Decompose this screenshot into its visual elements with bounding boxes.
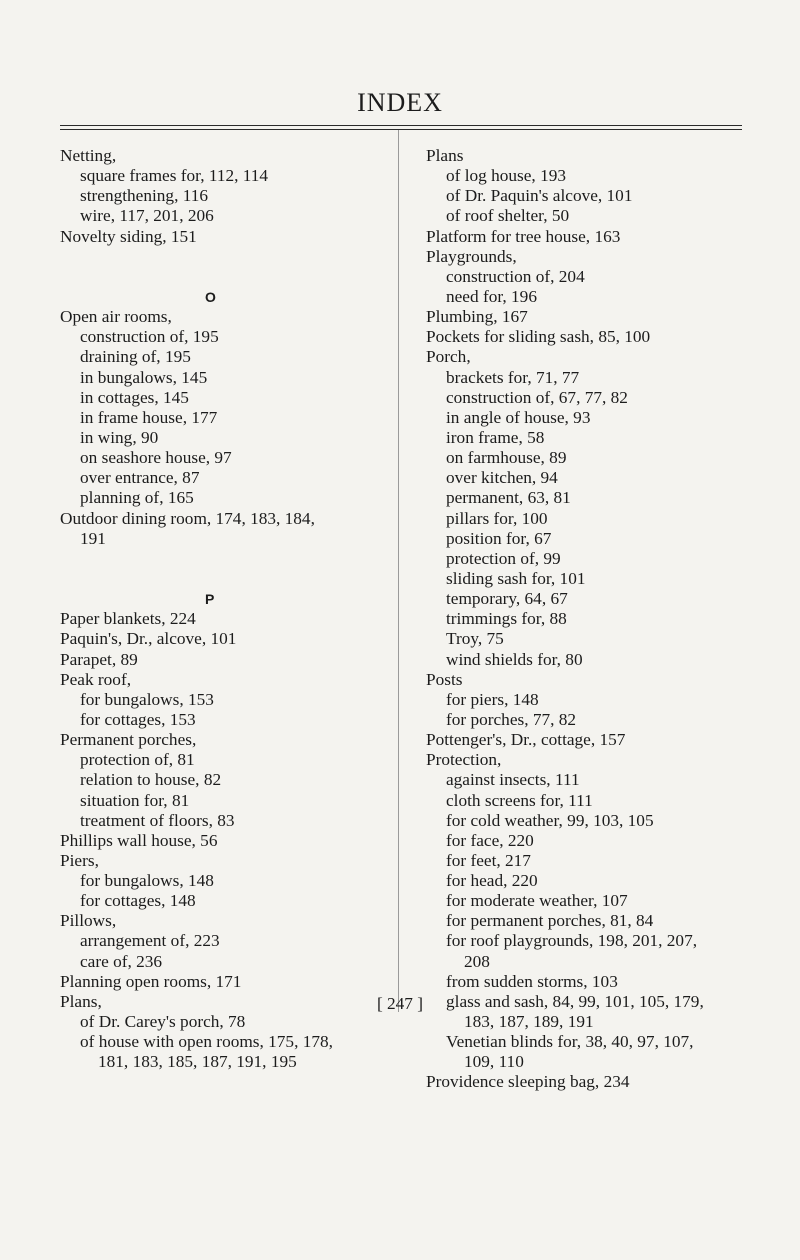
index-subentry: of Dr. Paquin's alcove, 101 [446, 186, 633, 206]
index-subentry: on farmhouse, 89 [446, 448, 567, 468]
index-entry: Pockets for sliding sash, 85, 100 [426, 327, 651, 347]
index-subentry: from sudden storms, 103 [446, 971, 618, 991]
index-subentry: need for, 196 [446, 286, 537, 306]
spacer [60, 267, 396, 287]
index-subentry: of log house, 193 [446, 166, 566, 186]
index-subentry: protection of, 81 [80, 750, 195, 770]
index-entry: Paper blankets, 224 [60, 609, 196, 629]
index-subentry: for piers, 148 [446, 689, 539, 709]
index-subentry: 183, 187, 189, 191 [464, 1012, 594, 1032]
index-subentry: of Dr. Carey's porch, 78 [80, 1012, 246, 1032]
index-entry: Plans, [60, 991, 102, 1011]
index-entry: Open air rooms, [60, 307, 172, 327]
index-entry: Providence sleeping bag, 234 [426, 1072, 630, 1092]
index-entry: Phillips wall house, 56 [60, 830, 218, 850]
index-subentry: planning of, 165 [80, 488, 194, 508]
index-entry: Peak roof, [60, 669, 132, 689]
index-subentry: trimmings for, 88 [446, 609, 567, 629]
index-subentry: for bungalows, 153 [80, 689, 214, 709]
index-subentry: protection of, 99 [446, 548, 561, 568]
index-entry: Parapet, 89 [60, 649, 138, 669]
page-title: INDEX [357, 88, 443, 117]
index-subentry: wind shields for, 80 [446, 649, 583, 669]
index-subentry: for bungalows, 148 [80, 871, 214, 891]
index-entry: Piers, [60, 850, 99, 870]
column-divider [398, 130, 399, 1012]
spacer [60, 569, 396, 589]
index-entry: Paquin's, Dr., alcove, 101 [60, 629, 237, 649]
index-subentry: 181, 183, 185, 187, 191, 195 [98, 1052, 297, 1072]
index-subentry: for roof playgrounds, 198, 201, 207, [446, 931, 698, 951]
index-subentry: over kitchen, 94 [446, 468, 558, 488]
index-entry: Playgrounds, [426, 246, 517, 266]
index-subentry: for feet, 217 [446, 850, 531, 870]
index-entry: Plans [426, 146, 464, 165]
spacer [60, 549, 396, 569]
index-subentry: 109, 110 [464, 1052, 524, 1072]
index-entry: Netting, [60, 146, 117, 165]
index-subentry: iron frame, 58 [446, 427, 545, 447]
section-letter: P [205, 591, 215, 608]
index-subentry: of roof shelter, 50 [446, 206, 570, 226]
index-subentry: construction of, 204 [446, 266, 585, 286]
index-subentry: temporary, 64, 67 [446, 589, 568, 609]
index-subentry: permanent, 63, 81 [446, 488, 571, 508]
index-entry: Planning open rooms, 171 [60, 971, 242, 991]
index-subentry: for face, 220 [446, 830, 534, 850]
index-subentry: construction of, 195 [80, 327, 219, 347]
index-subentry: situation for, 81 [80, 790, 190, 810]
index-subentry: brackets for, 71, 77 [446, 367, 580, 387]
index-subentry: for head, 220 [446, 871, 538, 891]
index-subentry: for cottages, 153 [80, 709, 196, 729]
index-entry: Plumbing, 167 [426, 307, 528, 327]
index-subentry: on seashore house, 97 [80, 448, 232, 468]
index-entry: Pottenger's, Dr., cottage, 157 [426, 730, 626, 750]
index-subentry: glass and sash, 84, 99, 101, 105, 179, [446, 991, 704, 1011]
index-subentry: in wing, 90 [80, 427, 159, 447]
index-subentry: 191 [80, 528, 106, 548]
index-entry: Posts [426, 669, 463, 689]
index-subentry: draining of, 195 [80, 347, 191, 367]
header-rule-bottom [60, 129, 742, 130]
index-entry: Porch, [426, 347, 471, 367]
index-subentry: wire, 117, 201, 206 [80, 206, 214, 226]
header-rule-top [60, 125, 742, 126]
index-subentry: arrangement of, 223 [80, 931, 220, 951]
index-subentry: treatment of floors, 83 [80, 810, 235, 830]
index-entry: Permanent porches, [60, 730, 197, 750]
index-subentry: of house with open rooms, 175, 178, [80, 1032, 333, 1052]
index-subentry: strengthening, 116 [80, 186, 208, 206]
index-subentry: for cold weather, 99, 103, 105 [446, 810, 654, 830]
index-subentry: position for, 67 [446, 528, 552, 548]
index-entry: Outdoor dining room, 174, 183, 184, [60, 508, 315, 528]
index-subentry: construction of, 67, 77, 82 [446, 387, 628, 407]
index-subentry: care of, 236 [80, 951, 163, 971]
index-column-left [60, 146, 396, 1072]
index-subentry: against insects, 111 [446, 770, 580, 790]
spacer [60, 247, 396, 267]
index-subentry: in bungalows, 145 [80, 367, 208, 387]
index-column-right [426, 146, 760, 1093]
index-subentry: Troy, 75 [446, 629, 504, 649]
index-subentry: pillars for, 100 [446, 508, 548, 528]
index-subentry: in frame house, 177 [80, 407, 218, 427]
index-subentry: 208 [464, 951, 490, 971]
index-subentry: relation to house, 82 [80, 770, 222, 790]
index-subentry: for cottages, 148 [80, 891, 196, 911]
index-entry: Platform for tree house, 163 [426, 226, 621, 246]
index-subentry: sliding sash for, 101 [446, 568, 586, 588]
section-letter: O [205, 288, 216, 305]
index-entry: Novelty siding, 151 [60, 226, 197, 246]
page-number: [ 247 ] [376, 994, 424, 1013]
index-subentry: for porches, 77, 82 [446, 709, 577, 729]
index-subentry: in angle of house, 93 [446, 407, 591, 427]
index-entry: Protection, [426, 750, 502, 770]
index-subentry: cloth screens for, 111 [446, 790, 593, 810]
index-subentry: over entrance, 87 [80, 468, 200, 488]
index-subentry: square frames for, 112, 114 [80, 166, 269, 186]
index-subentry: for permanent porches, 81, 84 [446, 911, 654, 931]
index-entry: Pillows, [60, 911, 117, 931]
index-subentry: Venetian blinds for, 38, 40, 97, 107, [446, 1032, 694, 1052]
index-subentry: for moderate weather, 107 [446, 891, 628, 911]
index-subentry: in cottages, 145 [80, 387, 189, 407]
